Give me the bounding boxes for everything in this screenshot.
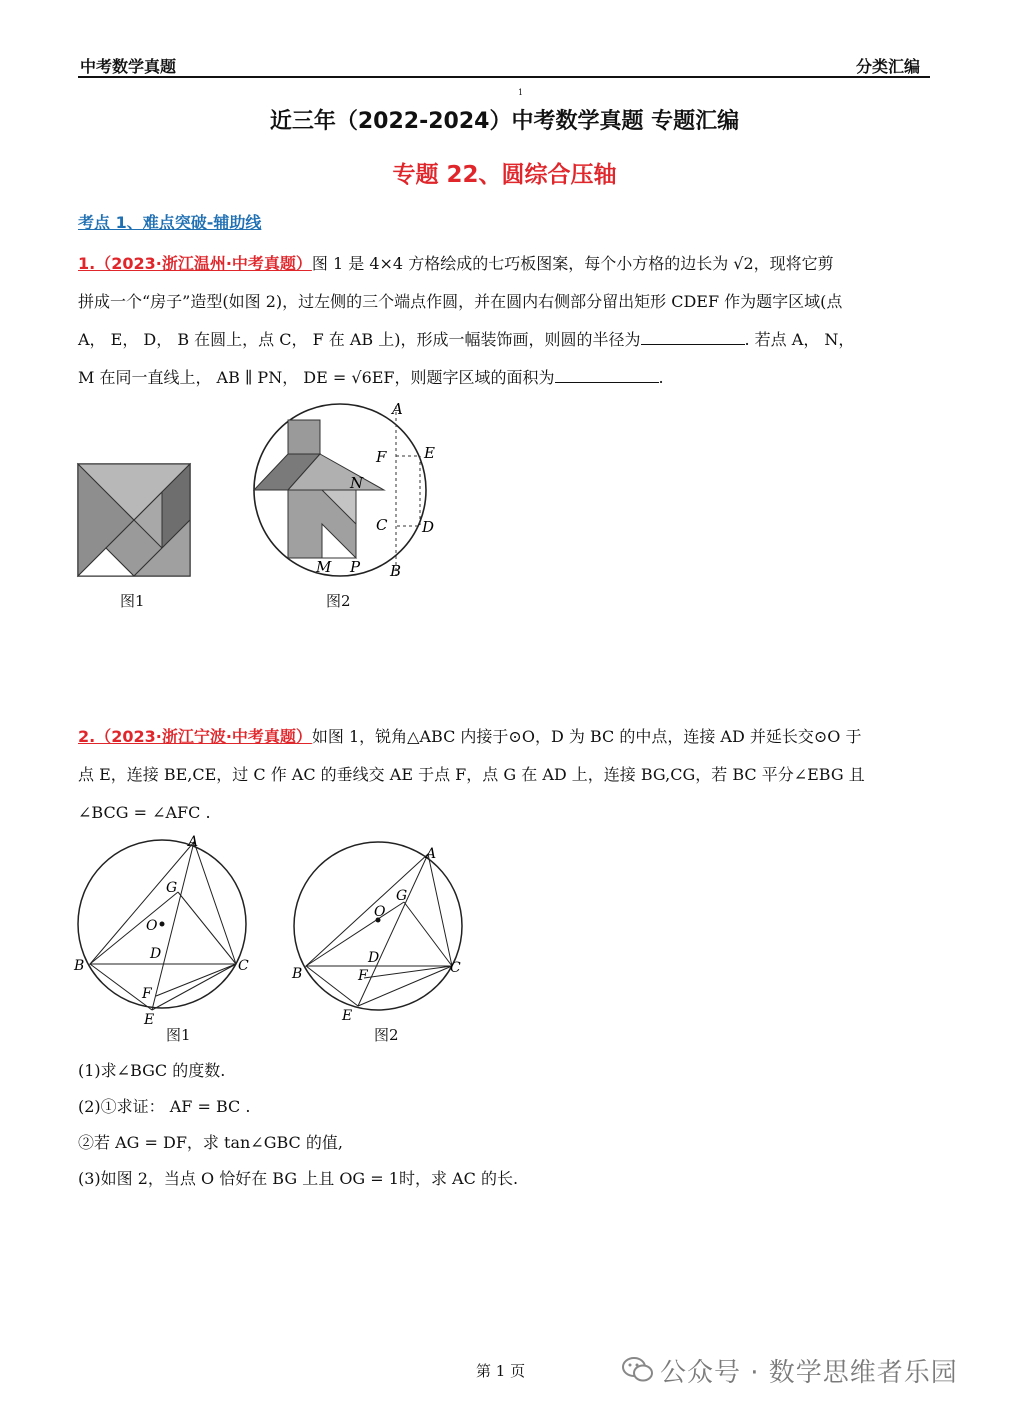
label-D: D bbox=[422, 518, 435, 536]
label-G: G bbox=[166, 880, 178, 896]
answer-blank-2 bbox=[555, 368, 659, 383]
label-E: E bbox=[424, 444, 435, 462]
q1-line3b: . 若点 A， N， bbox=[744, 330, 855, 349]
q1-fig2-caption: 图2 bbox=[326, 592, 351, 610]
label-A: A bbox=[188, 834, 199, 850]
q2-sub2b: ②若 AG = DF，求 tan∠GBC 的值, bbox=[78, 1133, 343, 1152]
q2-sub1: (1)求∠BGC 的度数. bbox=[78, 1061, 226, 1080]
center-O bbox=[160, 922, 165, 927]
header-right: 分类汇编 bbox=[856, 57, 921, 76]
segment-AE bbox=[358, 854, 428, 1006]
segment-CE bbox=[152, 964, 236, 1010]
segment-BE bbox=[306, 966, 358, 1006]
q2-figure-2 bbox=[286, 834, 472, 1022]
q1-line3a: A， E， D， B 在圆上，点 C， F 在 AB 上)，形成一幅装饰画，则圆的半径为 bbox=[78, 330, 641, 349]
label-A: A bbox=[392, 400, 403, 418]
label-C: C bbox=[238, 958, 249, 974]
header-left: 中考数学真题 bbox=[80, 57, 177, 76]
label-B: B bbox=[292, 966, 303, 982]
q2-fig2-caption: 图2 bbox=[374, 1026, 399, 1044]
header-mark: 1 bbox=[518, 88, 524, 97]
label-D: D bbox=[368, 950, 380, 966]
label-O: O bbox=[146, 918, 158, 934]
house-figure-2 bbox=[248, 398, 448, 580]
label-B: B bbox=[74, 958, 85, 974]
page-title: 近三年（2022-2024）中考数学真题 专题汇编 bbox=[269, 109, 740, 134]
label-F: F bbox=[142, 986, 152, 1002]
label-A: A bbox=[426, 846, 437, 862]
label-N: N bbox=[350, 474, 364, 492]
page-number: 第 1 页 bbox=[476, 1362, 526, 1380]
q2-line2: 点 E，连接 BE,CE，过 C 作 AC 的垂线交 AE 于点 F，点 G 在 AD 上，连接 BG,CG，若 BC 平分∠EBG 且 bbox=[78, 765, 865, 784]
label-M: M bbox=[316, 558, 332, 576]
segment-BG bbox=[90, 892, 178, 964]
label-C: C bbox=[376, 516, 388, 534]
label-F: F bbox=[376, 448, 387, 466]
page-subtitle: 专题 22、圆综合压轴 bbox=[392, 162, 617, 188]
q1-line4b: . bbox=[658, 368, 664, 387]
q1-line1: 图 1 是 4×4 方格绘成的七巧板图案，每个小方格的边长为 √2，现将它剪 bbox=[311, 254, 834, 273]
question-2-text bbox=[78, 718, 938, 832]
q2-line3: ∠BCG = ∠AFC . bbox=[78, 803, 211, 822]
house-chimney bbox=[288, 420, 320, 454]
q2-figure-1 bbox=[70, 832, 260, 1028]
fig-circle bbox=[294, 842, 462, 1010]
rectangle-CDEF bbox=[396, 456, 420, 526]
answer-blank-1 bbox=[641, 330, 745, 345]
question-1-text bbox=[78, 245, 938, 397]
label-O: O bbox=[374, 904, 386, 920]
q2-sub3: (3)如图 2，当点 O 恰好在 BG 上且 OG = 1时，求 AC 的长. bbox=[78, 1169, 519, 1188]
label-E: E bbox=[144, 1012, 155, 1028]
label-P: P bbox=[350, 558, 361, 576]
question-2-source: 2.（2023·浙江宁波·中考真题） bbox=[78, 727, 312, 746]
label-F: F bbox=[358, 968, 368, 984]
label-B: B bbox=[390, 562, 402, 580]
label-C: C bbox=[450, 960, 461, 976]
tangram-figure-1 bbox=[76, 462, 194, 580]
q2-sub2: (2)①求证： AF = BC . bbox=[78, 1097, 251, 1116]
label-G: G bbox=[396, 888, 408, 904]
q1-fig1-caption: 图1 bbox=[120, 592, 145, 610]
q2-fig1-caption: 图1 bbox=[166, 1026, 191, 1044]
section-heading: 考点 1、难点突破-辅助线 bbox=[78, 213, 262, 232]
wechat-icon bbox=[622, 1356, 654, 1384]
q1-line2: 拼成一个“房子”造型(如图 2)，过左侧的三个端点作圆，并在圆内右侧部分留出矩形 CDEF 作为题字区域(点 bbox=[78, 292, 843, 311]
question-1-source: 1.（2023·浙江温州·中考真题） bbox=[78, 254, 312, 273]
header-rule bbox=[78, 76, 930, 78]
q1-line4a: M 在同一直线上， AB ∥ PN， DE = √6EF，则题字区域的面积为 bbox=[78, 368, 555, 387]
segment-CG bbox=[178, 892, 236, 964]
segment-BG bbox=[306, 902, 404, 966]
label-D: D bbox=[150, 946, 162, 962]
q2-line1: 如图 1，锐角△ABC 内接于⊙O，D 为 BC 的中点，连接 AD 并延长交⊙O 于 bbox=[311, 727, 862, 746]
watermark: 公众号 · 数学思维者乐园 bbox=[660, 1358, 958, 1388]
label-E: E bbox=[342, 1008, 353, 1022]
